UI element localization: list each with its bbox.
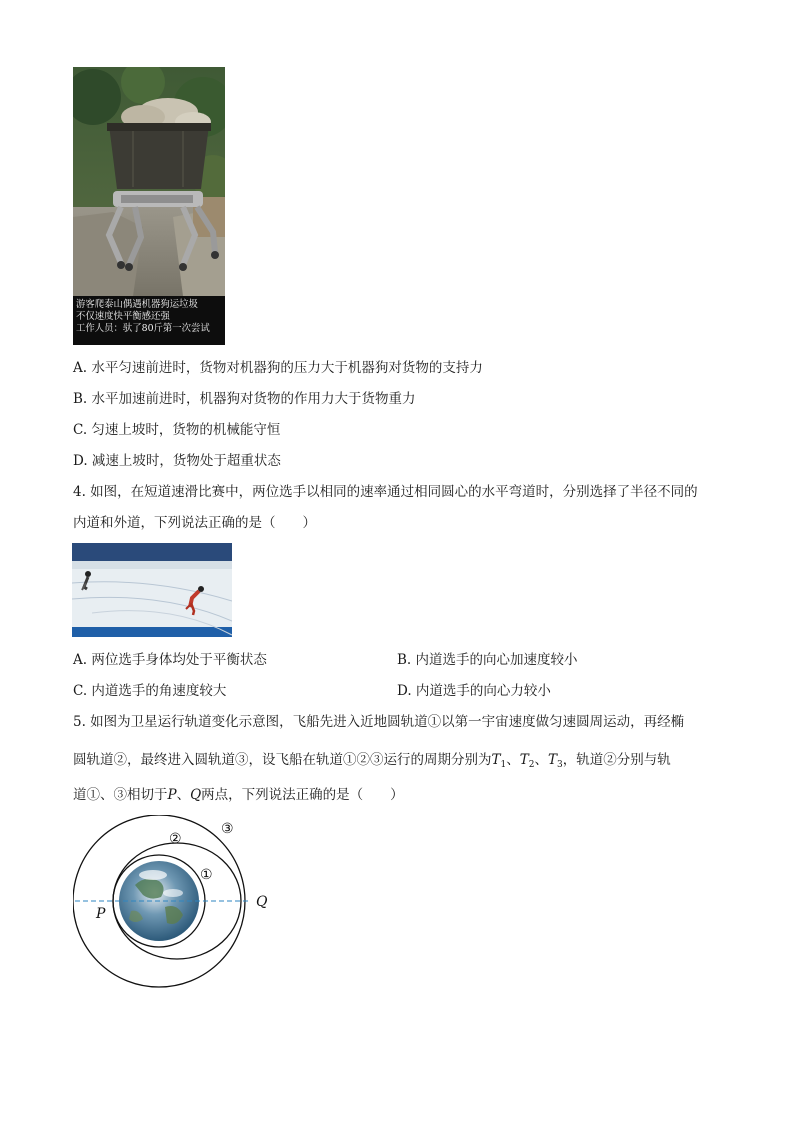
- orbit-diagram: [73, 815, 293, 990]
- orbit-2-label: ②: [169, 831, 182, 847]
- caption-line-2: 不仅速度快平衡感还强: [76, 311, 170, 322]
- period-t2: $T_2$: [519, 752, 535, 770]
- orbit-diagram-svg: [73, 815, 293, 990]
- q3-option-b: B. 水平加速前进时，机器狗对货物的作用力大于货物重力: [73, 391, 416, 407]
- q5-stem-line-2-start: 圆轨道②，最终进入圆轨道③，设飞船在轨道①②③运行的周期分别为: [73, 752, 492, 768]
- speed-skating-photo: [72, 543, 232, 637]
- q4-stem-line-2: 内道和外道，下列说法正确的是（ ）: [73, 515, 316, 531]
- period-t3: $T_3$: [548, 752, 563, 770]
- q3-option-a: A. 水平匀速前进时，货物对机器狗的压力大于机器狗对货物的支持力: [73, 360, 483, 376]
- period-t1: $T_1$: [491, 752, 507, 770]
- q5-stem-line-2-end: ，轨道②分别与轨: [562, 752, 671, 768]
- q5-stem-line-3: 道①、③相切于P、Q两点，下列说法正确的是（ ）: [73, 787, 404, 803]
- q4-stem-line-1: 4. 如图，在短道速滑比赛中，两位选手以相同的速率通过相同圆心的水平弯道时，分别选择了半径不同的: [73, 484, 698, 500]
- robot-dog-illustration: [73, 67, 225, 296]
- orbit-3-label: ③: [221, 821, 234, 837]
- caption-line-1: 游客爬泰山偶遇机器狗运垃圾: [76, 299, 198, 310]
- orbit-1-label: ①: [200, 867, 213, 883]
- robot-dog-photo: [73, 67, 225, 345]
- q4-option-a: A. 两位选手身体均处于平衡状态: [73, 652, 267, 668]
- photo-caption: [73, 296, 225, 345]
- q4-option-b: B. 内道选手的向心加速度较小: [397, 652, 578, 668]
- point-p-label: P: [96, 906, 106, 922]
- q3-option-c: C. 匀速上坡时，货物的机械能守恒: [73, 422, 281, 438]
- q5-stem-line-2: 圆轨道②，最终进入圆轨道③，设飞船在轨道①②③运行的周期分别为$T_1$、$T_2$、$T_3$，轨道②分别与轨: [73, 752, 671, 770]
- point-p-symbol: P: [167, 787, 177, 803]
- q4-option-d: D. 内道选手的向心力较小: [397, 683, 551, 699]
- point-q-label: Q: [256, 894, 268, 910]
- point-q-symbol: Q: [190, 787, 202, 803]
- q3-option-d: D. 减速上坡时，货物处于超重状态: [73, 453, 281, 469]
- q4-option-c: C. 内道选手的角速度较大: [73, 683, 227, 699]
- q5-stem-line-1: 5. 如图为卫星运行轨道变化示意图，飞船先进入近地圆轨道①以第一宇宙速度做匀速圆周运动，再经椭: [73, 714, 685, 730]
- caption-line-3: 工作人员：驮了80斤第一次尝试: [76, 323, 210, 334]
- speed-skating-illustration: [72, 543, 232, 637]
